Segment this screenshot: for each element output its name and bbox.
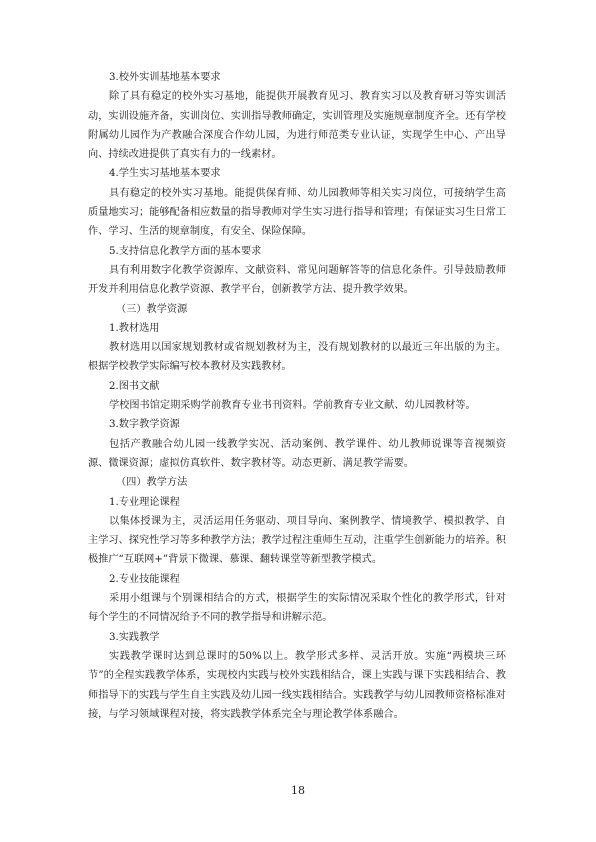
- paragraph-theory-courses: 以集体授课为主，灵活运用任务驱动、项目导向、案例教学、情境教学、模拟教学、自主学习、探究性学习等多种教学方法；教学过程注重师生互动，注重学生创新能力的培养。积极推广“互联网+”背景下微课、慕课、翻转课堂等新型教学模式。: [88, 515, 506, 566]
- paragraph-skill-courses: 采用小组课与个别课相结合的方式，根据学生的实际情况采取个性化的教学形式，针对每个学生的不同情况给予不同的教学指导和讲解示范。: [88, 593, 506, 624]
- heading-offcampus-training-base: 3.校外实训基地基本要求: [109, 72, 221, 83]
- paragraph-digital-resources: 包括产教融合幼儿园一线教学实况、活动案例、教学课件、幼儿教师说课等音视频资源、微课资源；虚拟仿真软件、数字教材等。动态更新、满足教学需要。: [88, 438, 506, 469]
- section-heading-teaching-resources: （三）教学资源: [116, 303, 188, 315]
- paragraph-library-literature: 学校图书馆定期采购学前教育专业书刊资料。学前教育专业文献、幼儿园教材等。: [109, 400, 476, 412]
- heading-theory-courses: 1.专业理论课程: [109, 496, 180, 508]
- heading-textbook-selection: 1.教材选用: [109, 322, 160, 334]
- page-number: 18: [291, 784, 305, 797]
- paragraph-textbook-selection: 教材选用以国家规划教材或省规划教材为主，没有规划教材的以最近三年出版的为主。根据学校教学实际编写校本教材及实践教材。: [88, 342, 506, 373]
- heading-skill-courses: 2.专业技能课程: [109, 573, 180, 585]
- heading-library-literature: 2.图书文献: [109, 380, 160, 392]
- paragraph-offcampus-training-base: 除了具有稳定的校外实习基地，能提供开展教育见习、教育实习以及教育研习等实训活动，实训设施齐备，实训岗位、实训指导教师确定，实训管理及实施规章制度齐全。还有学校附属幼儿园作为产教融合深度合作幼儿园，为进行师范类专业认证，实现学生中心、产出导向、持续改进提供了真实有力的一线素材。: [88, 91, 506, 161]
- heading-informatization-support: 5.支持信息化教学方面的基本要求: [109, 245, 262, 257]
- heading-internship-base: 4.学生实习基地基本要求: [109, 168, 221, 180]
- document-body: [88, 68, 506, 724]
- heading-practical-teaching: 3.实践教学: [109, 631, 160, 643]
- paragraph-informatization-support: 具有利用数字化教学资源库、文献资料、常见问题解答等的信息化条件。引导鼓励教师开发并利用信息化教学资源、教学平台，创新教学方法、提升教学效果。: [88, 264, 506, 296]
- paragraph-practical-teaching: 实践教学课时达到总课时的50%以上。教学形式多样、灵活开放。实施“两模块三环节”的全程实践教学体系，实现校内实践与校外实践相结合，课上实践与课下实践相结合、教师指导下的实践与学生自主实践及幼儿园一线实践相结合。实践教学与幼儿园教师资格标准对接，与学习领域课程对接，将实践教学体系完全与理论教学体系融合。: [88, 650, 506, 720]
- heading-digital-resources: 3.数字教学资源: [109, 419, 180, 431]
- section-heading-teaching-methods: （四）教学方法: [116, 477, 188, 489]
- paragraph-internship-base: 具有稳定的校外实习基地。能提供保育师、幼儿园教师等相关实习岗位，可接纳学生高质量地实习；能够配备相应数量的指导教师对学生实习进行指导和管理；有保证实习生日常工作、学习、生活的规章制度，有安全、保险保障。: [88, 187, 506, 238]
